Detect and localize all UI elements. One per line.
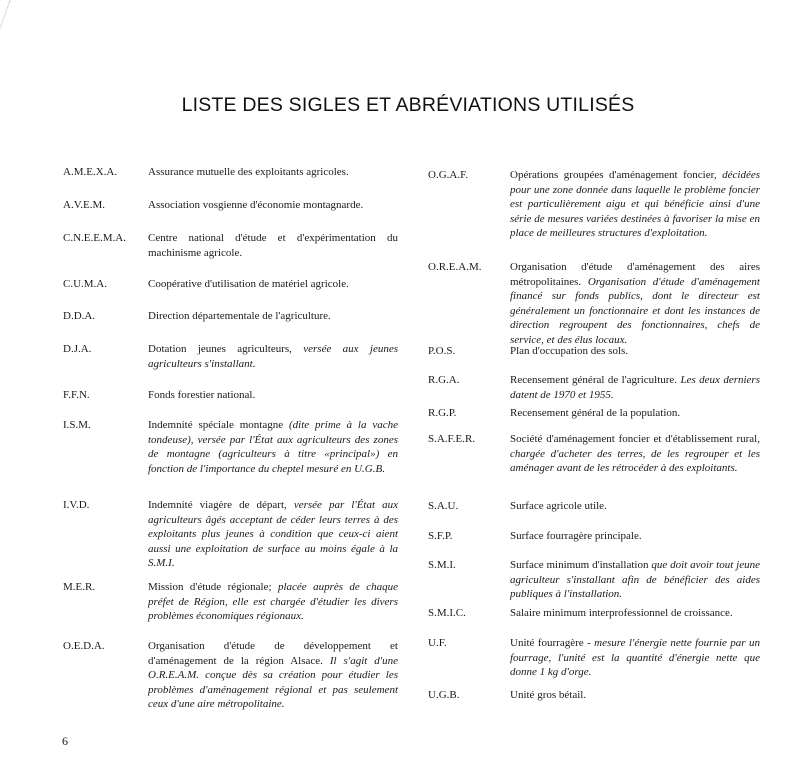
definition-note: Les deux derniers datent de 1970 et 1955. bbox=[510, 374, 760, 401]
definition bbox=[510, 260, 760, 348]
abbreviation: S.F.P. bbox=[428, 530, 453, 542]
definition bbox=[148, 165, 398, 180]
definition-note: (dite prime à la vache tondeuse), versée par l'État aux agriculteurs des zones de montagne (agriculteurs à titre «principal») en fonction de l'importance du cheptel mesuré en U.G.B. bbox=[148, 419, 398, 475]
abbreviation: R.G.P. bbox=[428, 407, 457, 419]
abbreviation: R.G.A. bbox=[428, 374, 460, 386]
definition bbox=[510, 406, 760, 421]
definition-text: Organisation d'étude de développement et d'aménagement de la région Alsace. bbox=[148, 640, 398, 667]
abbreviation: O.G.A.F. bbox=[428, 169, 469, 181]
abbreviation: U.G.B. bbox=[428, 689, 460, 701]
definition bbox=[510, 529, 760, 544]
definition-note: Il s'agit d'une O.R.E.A.M. conçue dès sa création pour étudier les problèmes d'aménagement régional et pas seulement ceux d'une aire métropolitaine. bbox=[148, 654, 398, 711]
definition-text: Dotation jeunes agriculteurs, bbox=[148, 343, 304, 355]
definition-text: Coopérative d'utilisation de matériel agricole. bbox=[148, 278, 349, 290]
abbreviation: S.A.U. bbox=[428, 500, 459, 512]
abbreviation: O.E.D.A. bbox=[63, 640, 105, 652]
definition-text: Unité gros bétail. bbox=[510, 689, 587, 701]
definition-note: Organisation d'étude d'aménagement financé sur fonds publics, dont le directeur est généralement un fonctionnaire et dont les instances de direction regroupent des fonctionnaires, chefs de service, et des élus locaux. bbox=[510, 275, 760, 346]
definition-note: mesure l'énergie nette fournie par un fourrage, l'unité est la quantité d'énergie nette que donne 1 kg d'orge. bbox=[510, 637, 761, 679]
definition bbox=[510, 636, 760, 680]
definition-text: Recensement général de la population. bbox=[510, 407, 681, 419]
definition bbox=[148, 498, 398, 571]
definition bbox=[148, 198, 398, 213]
definition bbox=[510, 688, 760, 703]
definition bbox=[148, 418, 398, 476]
definition bbox=[148, 309, 398, 324]
abbreviation: I.S.M. bbox=[63, 419, 91, 431]
definition-text: Salaire minimum interprofessionnel de croissance. bbox=[510, 607, 733, 619]
abbreviation: D.J.A. bbox=[63, 343, 92, 355]
definition-note: que doit avoir tout jeune agriculteur s'installant afin de bénéficier des aides publiques à l'installation. bbox=[510, 559, 760, 601]
definition bbox=[510, 168, 760, 241]
definition-text: Assurance mutuelle des exploitants agricoles. bbox=[148, 166, 349, 178]
definition-text: Surface fourragère principale. bbox=[510, 530, 642, 542]
definition bbox=[510, 606, 760, 621]
abbreviation: O.R.E.A.M. bbox=[428, 261, 482, 273]
definition-note: placée auprès de chaque préfet de Région, elle est chargée d'étudier les divers problèmes économiques régionaux. bbox=[148, 581, 398, 623]
definition bbox=[510, 373, 760, 402]
definition-text: Indemnité spéciale montagne bbox=[148, 419, 289, 431]
page-number: 6 bbox=[62, 734, 68, 748]
definition-text: Opérations groupées d'aménagement foncier, bbox=[510, 169, 723, 181]
abbreviation: C.N.E.E.M.A. bbox=[63, 232, 126, 244]
definition-text: Association vosgienne d'économie montagnarde. bbox=[148, 199, 364, 211]
abbreviation: M.E.R. bbox=[63, 581, 96, 593]
abbreviation: C.U.M.A. bbox=[63, 278, 108, 290]
abbreviation: D.D.A. bbox=[63, 310, 96, 322]
abbreviation: S.A.F.E.R. bbox=[428, 433, 476, 445]
definition-note: versée par l'État aux agriculteurs âgés acceptant de céder leurs terres à des exploitants plus jeunes à condition que ceux-ci aient aussi une exploitation de surface au moins égale à la S.M.I. bbox=[148, 499, 398, 570]
definition-text: Plan d'occupation des sols. bbox=[510, 345, 629, 357]
definition bbox=[148, 639, 398, 712]
abbreviation: I.V.D. bbox=[63, 499, 90, 511]
definition bbox=[148, 342, 398, 371]
abbreviation: U.F. bbox=[428, 637, 447, 649]
definition-text: Indemnité viagère de départ, bbox=[148, 499, 294, 511]
definition bbox=[510, 499, 760, 514]
definition-text: Surface agricole utile. bbox=[510, 500, 607, 512]
definition-text: Mission d'étude régionale; bbox=[148, 581, 278, 593]
margin-mark bbox=[0, 0, 24, 33]
definition-note: chargée d'acheter des terres, de les regrouper et les aménager avant de les rétrocéder à des exploitants. bbox=[510, 447, 760, 475]
definition bbox=[148, 388, 398, 403]
definition-text: Fonds forestier national. bbox=[148, 389, 256, 401]
abbreviation: F.F.N. bbox=[63, 389, 90, 401]
abbreviation: A.V.E.M. bbox=[63, 199, 105, 211]
definition-text: Organisation d'étude d'aménagement des aires métropolitaines. bbox=[510, 261, 760, 288]
definition bbox=[510, 432, 760, 476]
definition-note: versée aux jeunes agriculteurs s'installant. bbox=[148, 343, 398, 370]
definition-text: Centre national d'étude et d'expérimentation du machinisme agricole. bbox=[148, 232, 398, 259]
abbreviation: S.M.I.C. bbox=[428, 607, 466, 619]
abbreviation: A.M.E.X.A. bbox=[63, 166, 118, 178]
definition bbox=[148, 231, 398, 260]
definition-text: Direction départementale de l'agriculture. bbox=[148, 310, 331, 322]
abbreviation: P.O.S. bbox=[428, 345, 456, 357]
abbreviation: S.M.I. bbox=[428, 559, 456, 571]
definition bbox=[510, 558, 760, 602]
definition bbox=[510, 344, 760, 359]
definition bbox=[148, 580, 398, 624]
definition-text: Recensement général de l'agriculture. bbox=[510, 374, 681, 386]
definition-text: Unité fourragère - bbox=[510, 637, 595, 649]
definition-note: décidées pour une zone donnée dans laquelle le problème foncier est particulièrement aigu et qui bénéficie ainsi d'une série de mesures variées destinées à favoriser la mise en place de meilleures structures d'exploitation. bbox=[510, 169, 760, 240]
definition-text: Surface minimum d'installation bbox=[510, 559, 652, 571]
definition-text: Société d'aménagement foncier et d'établissement rural, bbox=[510, 433, 760, 445]
definition bbox=[148, 277, 398, 292]
page-title: LISTE DES SIGLES ET ABRÉVIATIONS UTILISÉS bbox=[181, 94, 635, 116]
